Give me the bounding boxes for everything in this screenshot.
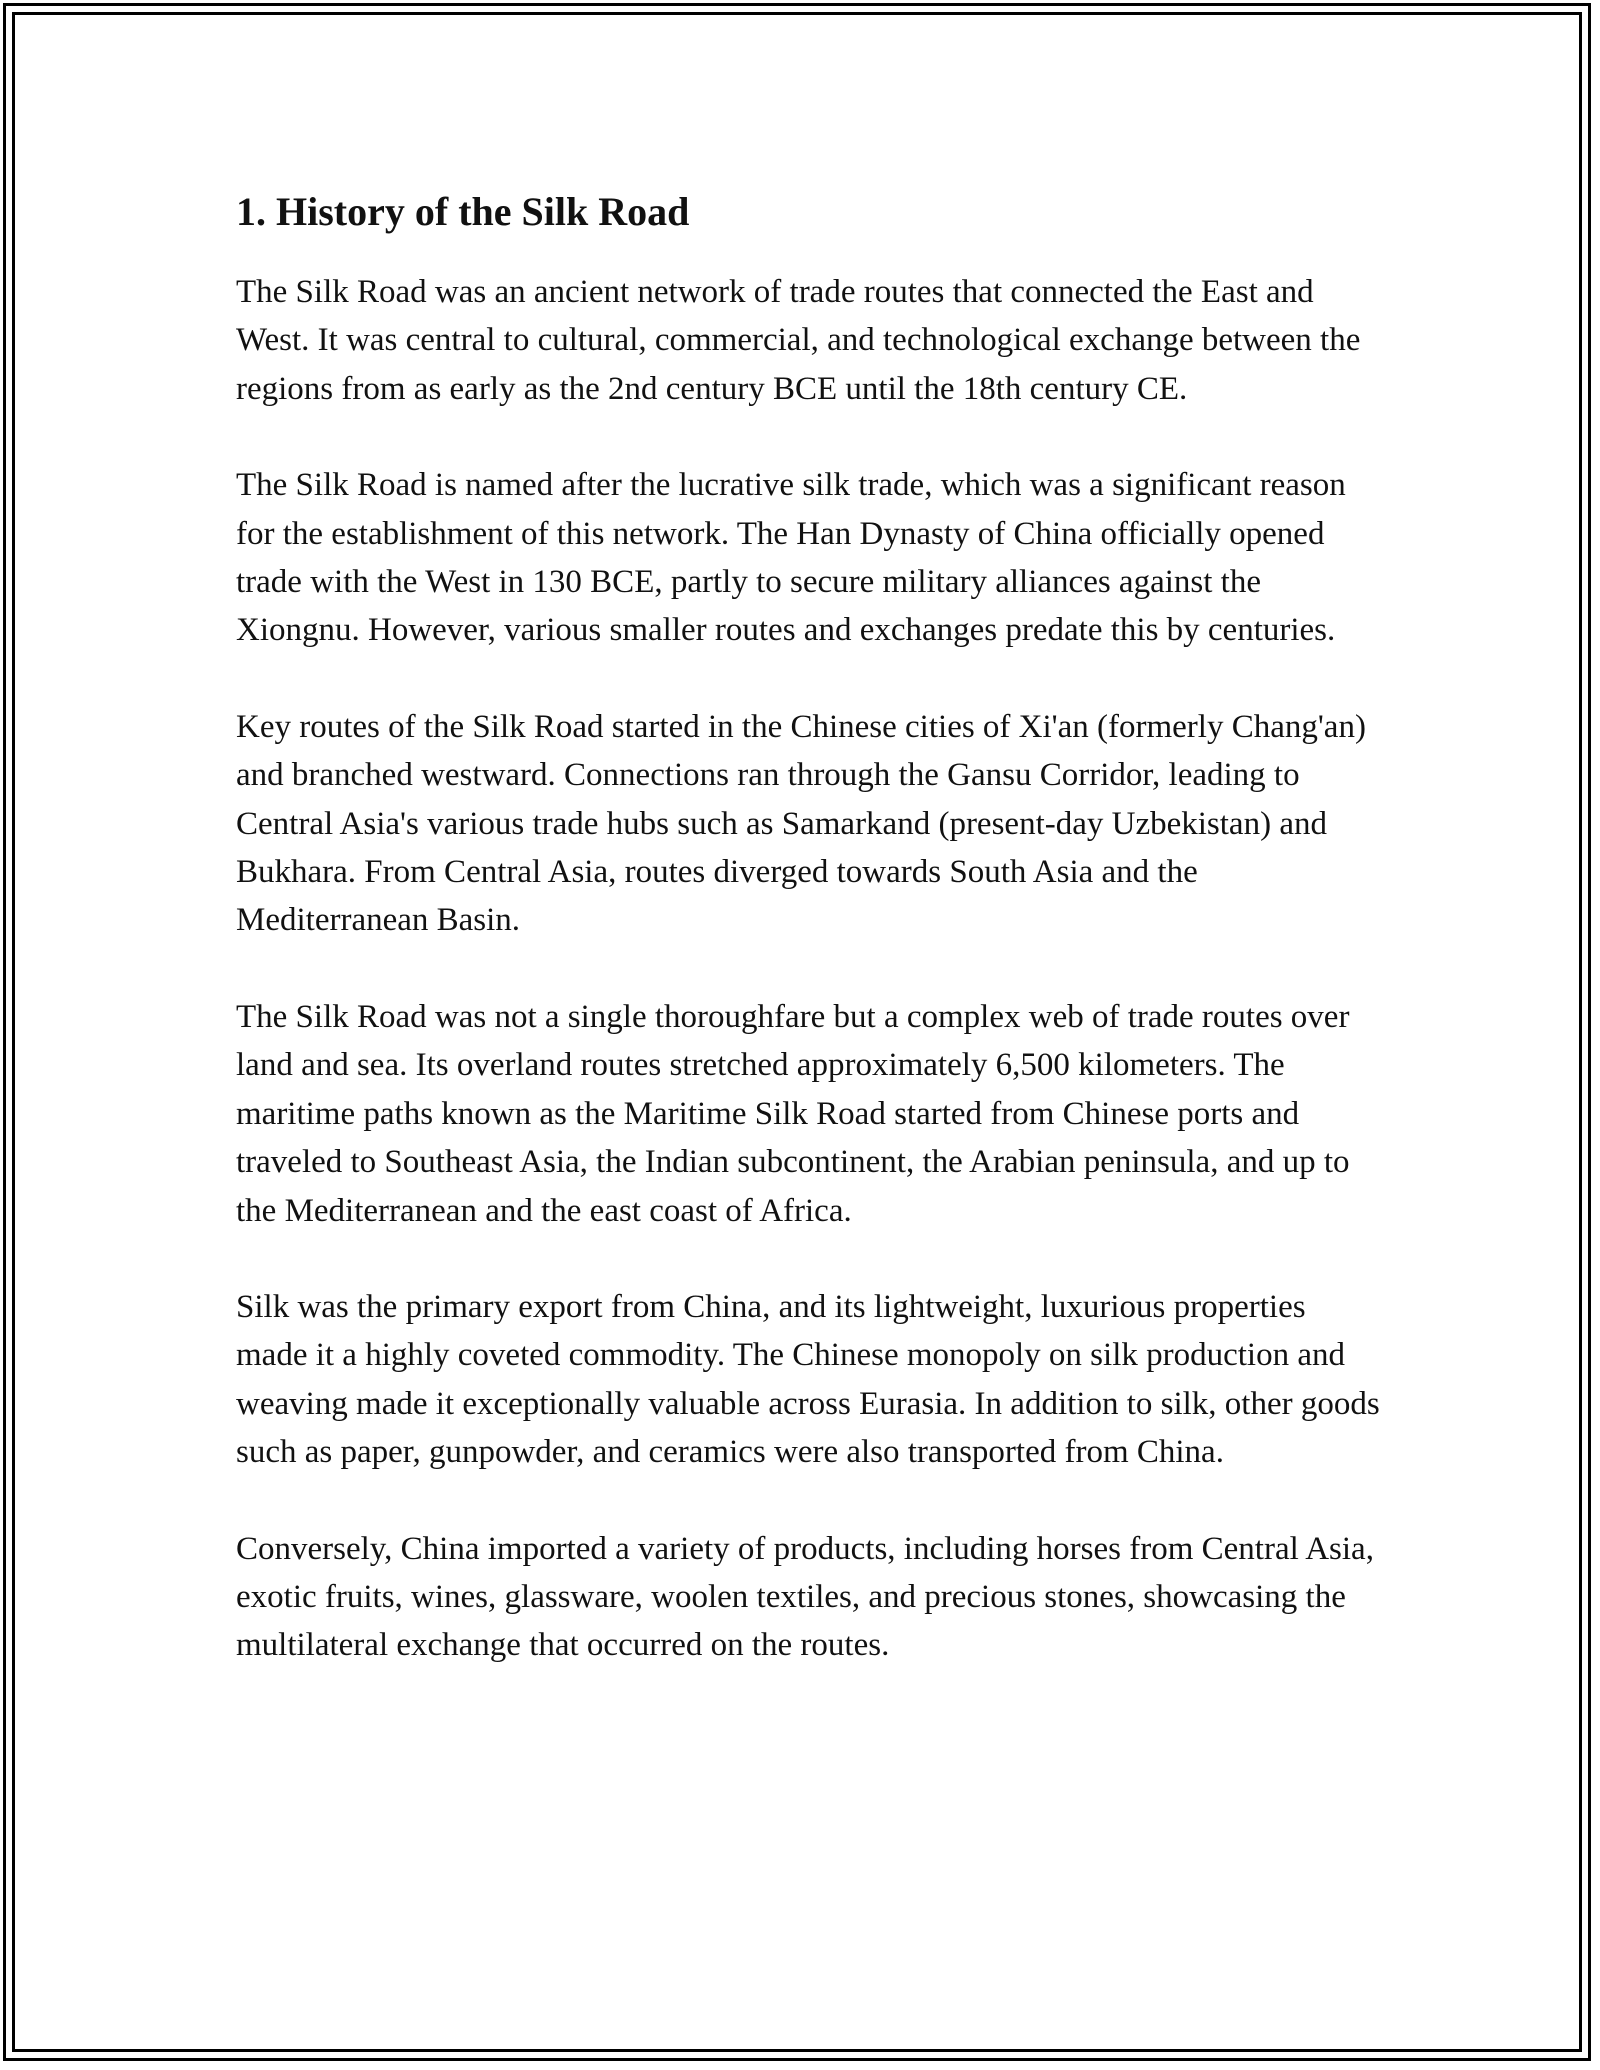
- paragraph-imports: Conversely, China imported a variety of products, including horses from Central Asia, exotic fruits, wines, glassware, woolen textiles, and precious stones, showcasing the multilateral exchange that occurred on the routes.: [236, 1530, 1374, 1664]
- paragraph-naming: The Silk Road is named after the lucrative silk trade, which was a significant reason for the establishment of this network. The Han Dynasty of China officially opened trade with the West in 130 BCE, partly to secure military alliances against the Xiongnu. However, various smaller routes and exchanges predate this by centuries.: [236, 467, 1346, 649]
- paragraph-silk-export: Silk was the primary export from China, and its lightweight, luxurious properties made it a highly coveted commodity. The Chinese monopoly on silk production and weaving made it exceptionally valuable across Eurasia. In addition to silk, other goods such as paper, gunpowder, and ceramics were also transported from China.: [236, 1288, 1380, 1471]
- paragraph-key-routes: Key routes of the Silk Road started in the Chinese cities of Xi'an (formerly Chang'an) and branched westward. Connections ran through the Gansu Corridor, leading to Central Asia's various trade hubs such as Samarkand (present-day Uzbekistan) and Bukhara. From Central Asia, routes diverged towards South Asia and the Mediterranean Basin.: [236, 708, 1366, 939]
- document-body: [236, 186, 1381, 1718]
- section-heading: 1. History of the Silk Road: [236, 189, 690, 234]
- paragraph-land-and-sea: The Silk Road was not a single thoroughfare but a complex web of trade routes over land and sea. Its overland routes stretched approximately 6,500 kilometers. The maritime paths known as the Maritime Silk Road started from Chinese ports and traveled to Southeast Asia, the Indian subcontinent, the Arabian peninsula, and up to the Mediterranean and the east coast of Africa.: [236, 998, 1350, 1229]
- paragraph-overview: The Silk Road was an ancient network of trade routes that connected the East and West. It was central to cultural, commercial, and technological exchange between the regions from as early as the 2nd century BCE until the 18th century CE.: [236, 274, 1361, 407]
